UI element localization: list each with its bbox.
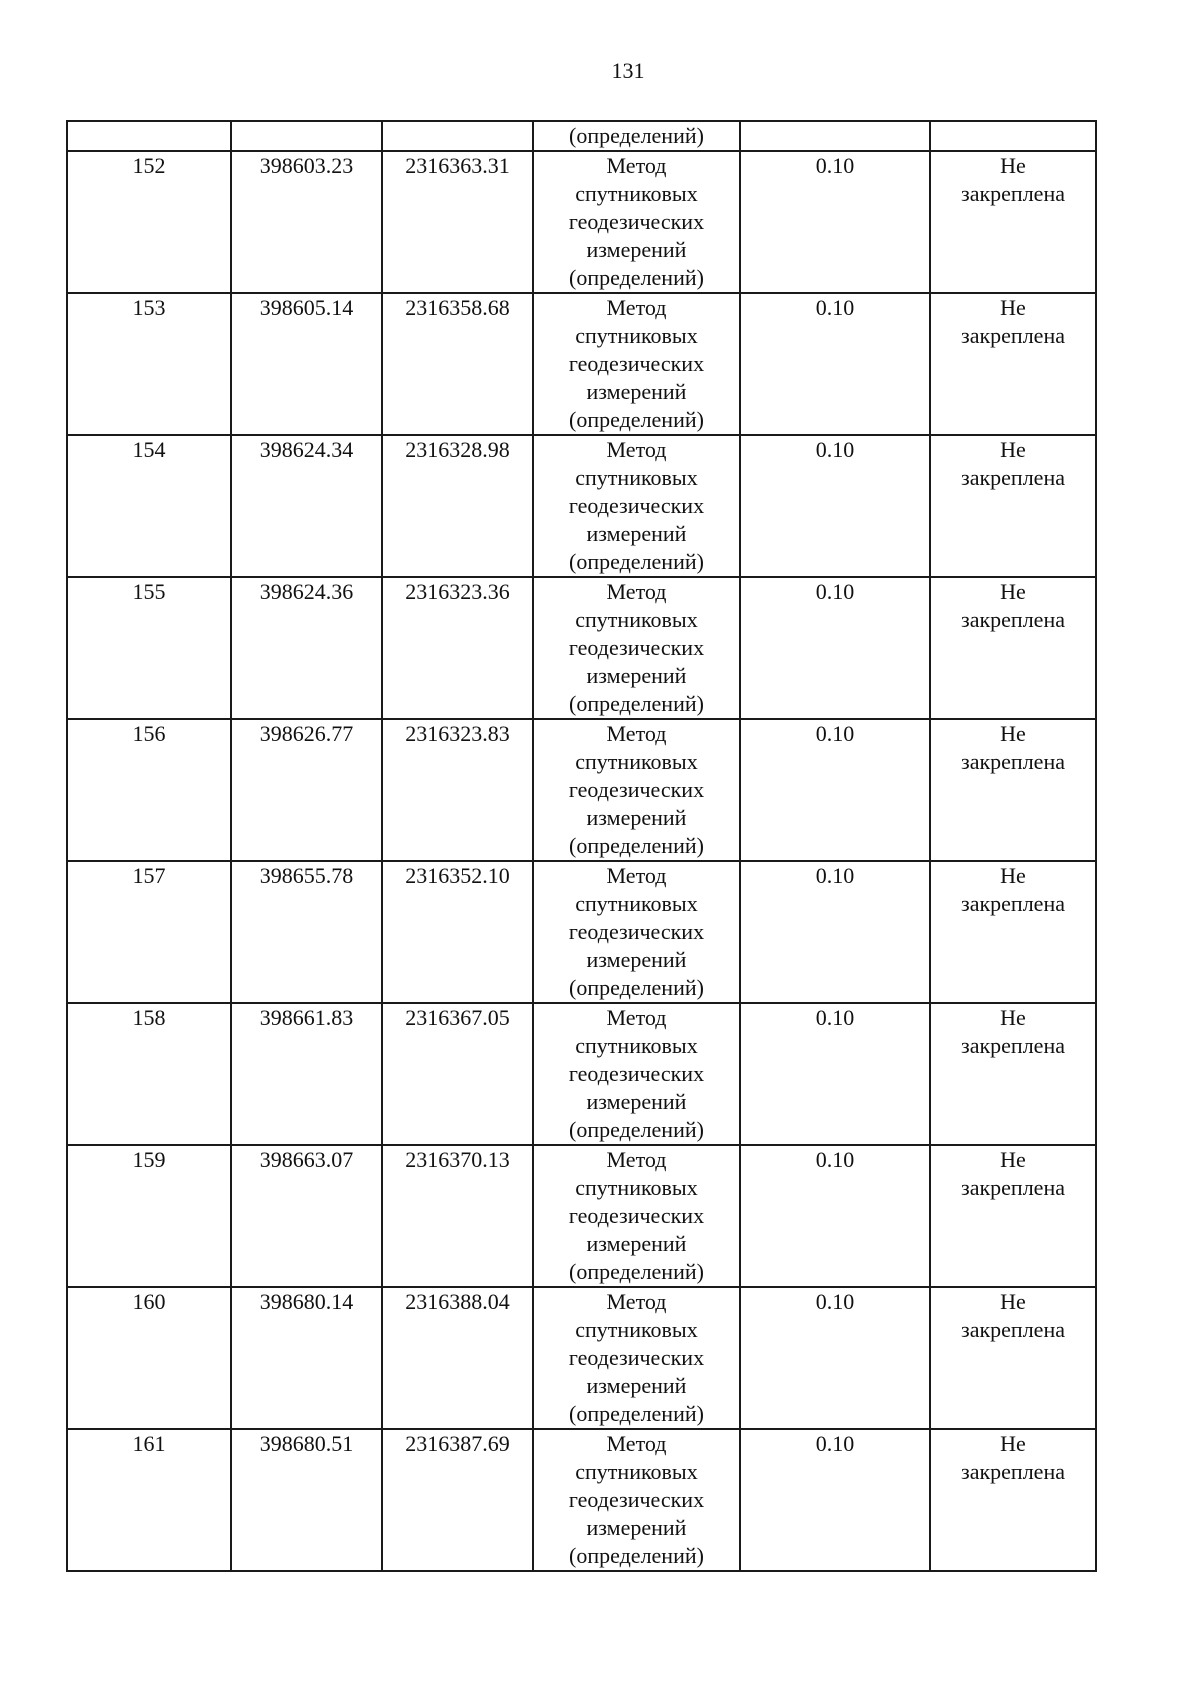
cell-fixation [930,1145,1096,1287]
cell-accuracy: 0.10 [740,577,930,719]
cell-accuracy: 0.10 [740,861,930,1003]
cell-y: 2316388.04 [382,1287,533,1429]
table-row [67,435,1096,577]
cell-fixation [930,861,1096,1003]
table-row [67,1003,1096,1145]
cell-accuracy: 0.10 [740,1145,930,1287]
method-line: (определений) [569,1259,704,1284]
table-row [67,1145,1096,1287]
cell-num: 159 [67,1145,231,1287]
coordinates-table [66,120,1097,1572]
method-line: геодезических [568,1061,705,1086]
cell-accuracy: 0.10 [740,151,930,293]
fixation-line: закреплена [961,1033,1065,1058]
method-line: Метод [606,295,667,320]
fixation-line: Не [1000,1147,1026,1172]
method-line: геодезических [568,493,705,518]
cell-y: 2316367.05 [382,1003,533,1145]
continuation-row [67,121,1096,151]
cell-x: 398680.14 [231,1287,382,1429]
cell-accuracy [740,121,930,151]
cell-num: 156 [67,719,231,861]
cell-y: 2316363.31 [382,151,533,293]
method-line: геодезических [568,1487,705,1512]
table-row [67,719,1096,861]
method-line: (определений) [569,691,704,716]
fixation-line: закреплена [961,1175,1065,1200]
table-row [67,151,1096,293]
cell-method: (определений) [533,121,740,151]
cell-num: 152 [67,151,231,293]
cell-num: 161 [67,1429,231,1571]
cell-y: 2316387.69 [382,1429,533,1571]
method-line: (определений) [569,265,704,290]
method-line: геодезических [568,1345,705,1370]
method-line: геодезических [568,919,705,944]
method-line: спутниковых [575,465,698,490]
fixation-line: закреплена [961,1317,1065,1342]
method-line: Метод [606,153,667,178]
cell-x: 398626.77 [231,719,382,861]
fixation-line: закреплена [961,465,1065,490]
fixation-line: закреплена [961,1459,1065,1484]
method-line: спутниковых [575,607,698,632]
method-line: геодезических [568,777,705,802]
method-line: спутниковых [575,323,698,348]
method-line: (определений) [569,1401,704,1426]
method-line: Метод [606,1289,667,1314]
cell-method [533,861,740,1003]
cell-method [533,1287,740,1429]
fixation-line: Не [1000,863,1026,888]
cell-fixation [930,435,1096,577]
method-line: Метод [606,437,667,462]
fixation-line: закреплена [961,181,1065,206]
cell-x: 398680.51 [231,1429,382,1571]
cell-x: 398624.36 [231,577,382,719]
fixation-line: Не [1000,1289,1026,1314]
table-row [67,293,1096,435]
cell-method [533,151,740,293]
cell-fixation [930,1429,1096,1571]
fixation-line: Не [1000,437,1026,462]
cell-num: 160 [67,1287,231,1429]
cell-num: 153 [67,293,231,435]
cell-x: 398655.78 [231,861,382,1003]
table-body [67,121,1096,1571]
method-line: (определений) [569,549,704,574]
method-line: Метод [606,1005,667,1030]
method-line: спутниковых [575,749,698,774]
fixation-line: закреплена [961,891,1065,916]
cell-method [533,1429,740,1571]
method-line: (определений) [569,407,704,432]
method-line: (определений) [569,975,704,1000]
cell-accuracy: 0.10 [740,435,930,577]
cell-y: 2316352.10 [382,861,533,1003]
fixation-line: Не [1000,1005,1026,1030]
table-row [67,1429,1096,1571]
method-line: Метод [606,863,667,888]
method-line: спутниковых [575,1459,698,1484]
page-number: 131 [611,58,645,83]
table-row [67,1287,1096,1429]
method-line: геодезических [568,635,705,660]
cell-y: 2316323.36 [382,577,533,719]
cell-num: 154 [67,435,231,577]
fixation-line: закреплена [961,749,1065,774]
cell-x: 398624.34 [231,435,382,577]
cell-fixation [930,121,1096,151]
method-line: (определений) [569,833,704,858]
cell-accuracy: 0.10 [740,1429,930,1571]
cell-num: 157 [67,861,231,1003]
method-line: измерений [586,1231,687,1256]
table-row [67,861,1096,1003]
method-line: измерений [586,237,687,262]
method-line: Метод [606,721,667,746]
fixation-line: Не [1000,1431,1026,1456]
fixation-line: Не [1000,579,1026,604]
cell-method [533,577,740,719]
method-line: (определений) [569,1543,704,1568]
method-line: спутниковых [575,891,698,916]
method-line: измерений [586,379,687,404]
cell-method [533,719,740,861]
cell-x: 398605.14 [231,293,382,435]
fixation-line: Не [1000,295,1026,320]
cell-fixation [930,293,1096,435]
cell-fixation [930,1003,1096,1145]
cell-fixation [930,151,1096,293]
method-line: геодезических [568,351,705,376]
method-line: Метод [606,579,667,604]
cell-num: 155 [67,577,231,719]
table-row [67,577,1096,719]
fixation-line: Не [1000,153,1026,178]
method-line: спутниковых [575,181,698,206]
fixation-line: Не [1000,721,1026,746]
method-line: (определений) [569,1117,704,1142]
method-line: Метод [606,1147,667,1172]
method-line: измерений [586,947,687,972]
cell-accuracy: 0.10 [740,1003,930,1145]
cell-x [231,121,382,151]
cell-method [533,1145,740,1287]
cell-y: 2316328.98 [382,435,533,577]
cell-accuracy: 0.10 [740,719,930,861]
cell-accuracy: 0.10 [740,293,930,435]
method-line: измерений [586,663,687,688]
method-line: спутниковых [575,1317,698,1342]
method-line: измерений [586,1089,687,1114]
cell-x: 398661.83 [231,1003,382,1145]
cell-y: 2316358.68 [382,293,533,435]
cell-method [533,435,740,577]
cell-method [533,1003,740,1145]
fixation-line: закреплена [961,607,1065,632]
cell-y: 2316370.13 [382,1145,533,1287]
method-line: измерений [586,1515,687,1540]
cell-fixation [930,577,1096,719]
method-line: геодезических [568,209,705,234]
method-line: спутниковых [575,1033,698,1058]
cell-num [67,121,231,151]
method-line: геодезических [568,1203,705,1228]
cell-x: 398603.23 [231,151,382,293]
cell-fixation [930,719,1096,861]
method-line: измерений [586,1373,687,1398]
cell-accuracy: 0.10 [740,1287,930,1429]
cell-y [382,121,533,151]
cell-num: 158 [67,1003,231,1145]
method-line: Метод [606,1431,667,1456]
method-line: измерений [586,805,687,830]
cell-x: 398663.07 [231,1145,382,1287]
cell-method [533,293,740,435]
cell-fixation [930,1287,1096,1429]
method-line: измерений [586,521,687,546]
cell-y: 2316323.83 [382,719,533,861]
fixation-line: закреплена [961,323,1065,348]
method-line: спутниковых [575,1175,698,1200]
